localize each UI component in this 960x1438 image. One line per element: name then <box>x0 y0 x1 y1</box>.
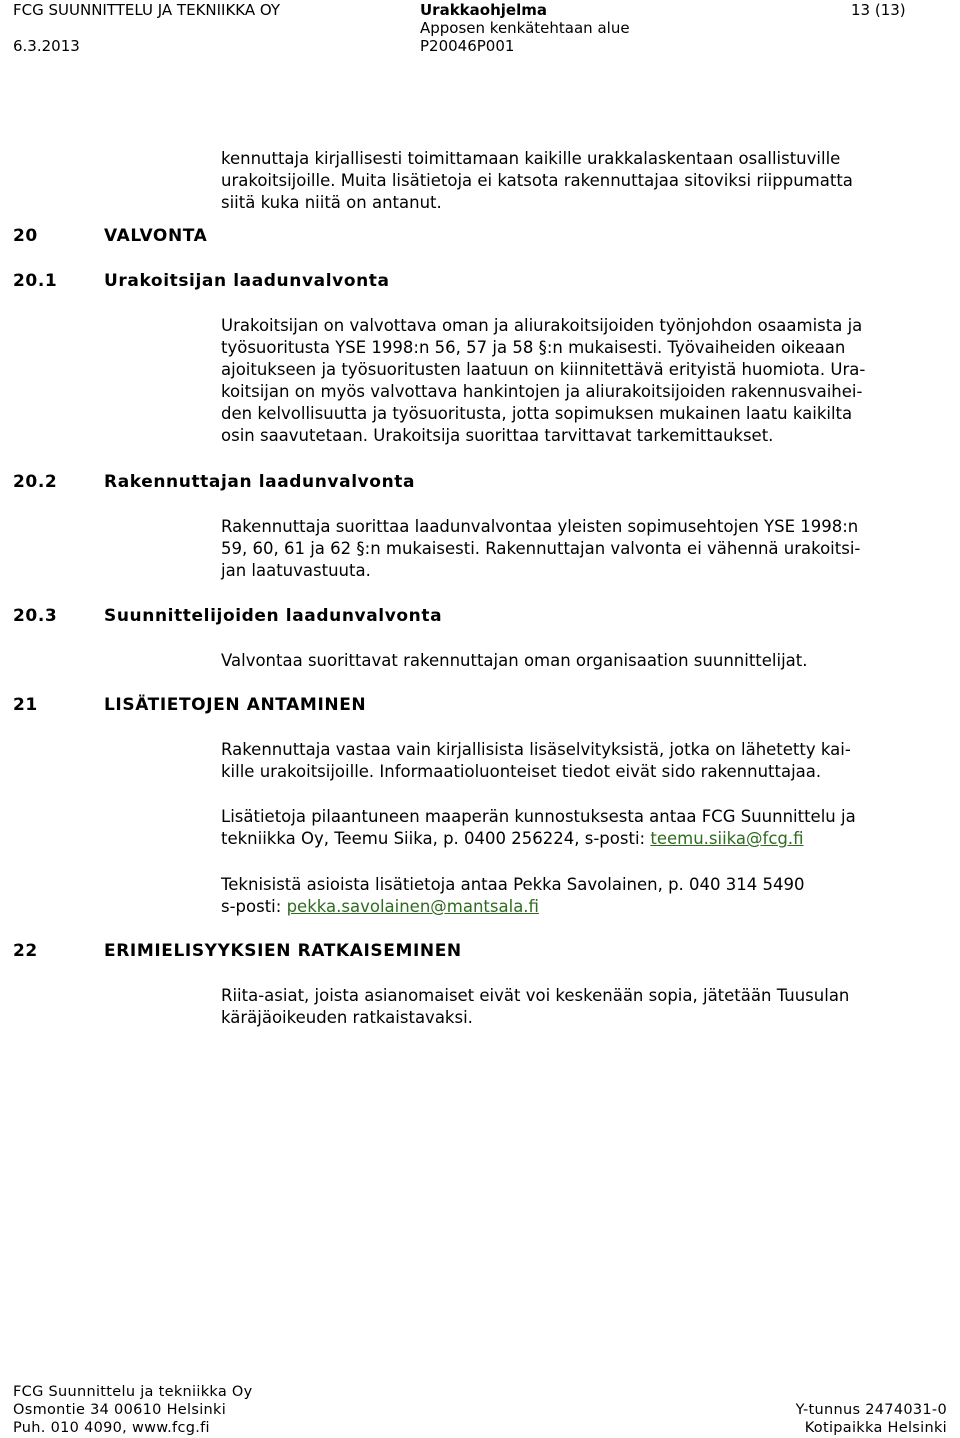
paragraph-line: Rakennuttaja suorittaa laadunvalvontaa yleisten sopimusehtojen YSE 1998:n <box>221 517 859 536</box>
section-20-3-paragraph <box>221 650 953 672</box>
footer-address: Osmontie 34 00610 Helsinki <box>13 1402 227 1418</box>
paragraph-line: Urakoitsijan on valvottava oman ja aliurakoitsijoiden työnjohdon osaamista ja <box>221 316 863 335</box>
intro-line: kennuttaja kirjallisesti toimittamaan kaikille urakkalaskentaan osallistuville <box>221 149 841 168</box>
section-title: Suunnittelijoiden laadunvalvonta <box>104 606 443 626</box>
paragraph-line: Rakennuttaja vastaa vain kirjallisista lisäselvityksistä, jotka on lähetetty kai- <box>221 740 851 759</box>
section-number: 20.2 <box>13 472 58 492</box>
paragraph-line: kille urakoitsijoille. Informaatioluonteiset tiedot eivät sido rakennuttajaa. <box>221 762 822 781</box>
section-20-1-paragraph <box>221 315 953 447</box>
footer-company: FCG Suunnittelu ja tekniikka Oy <box>13 1384 253 1400</box>
paragraph-line: ajoitukseen ja työsuoritusten laatuun on kiinnitettävä erityistä huomiota. Ura- <box>221 360 866 379</box>
contact-text: s-posti: <box>221 897 287 916</box>
header-company: FCG SUUNNITTELU JA TEKNIIKKA OY <box>13 1 281 19</box>
section-20-3-heading <box>13 606 443 626</box>
paragraph-line: käräjäoikeuden ratkaistavaksi. <box>221 1008 473 1027</box>
section-20-heading <box>13 226 208 246</box>
paragraph-line: Valvontaa suorittavat rakennuttajan oman organisaation suunnittelijat. <box>221 651 808 670</box>
section-number: 21 <box>13 695 38 715</box>
section-number: 20.1 <box>13 271 58 291</box>
section-21-paragraph-3 <box>221 874 953 918</box>
paragraph-line: osin saavutetaan. Urakoitsija suorittaa tarvittavat tarkemittaukset. <box>221 426 774 445</box>
section-22-heading <box>13 941 462 961</box>
section-21-paragraph-2 <box>221 806 953 850</box>
section-20-2-paragraph <box>221 516 953 582</box>
intro-line: siitä kuka niitä on antanut. <box>221 193 442 212</box>
header-page-number: 13 (13) <box>851 1 906 19</box>
contact-text: tekniikka Oy, Teemu Siika, p. 0400 256224, s-posti: <box>221 829 651 848</box>
paragraph-line: 59, 60, 61 ja 62 §:n mukaisesti. Rakennuttajan valvonta ei vähennä urakoitsi- <box>221 539 861 558</box>
paragraph-line: den kelvollisuutta ja työsuoritusta, jotta sopimuksen mukainen laatu kaikilta <box>221 404 853 423</box>
paragraph-line <box>221 828 953 850</box>
paragraph-line: Lisätietoja pilaantuneen maaperän kunnostuksesta antaa FCG Suunnittelu ja <box>221 807 856 826</box>
header-doc-title: Urakkaohjelma <box>420 1 547 19</box>
paragraph-line: työsuoritusta YSE 1998:n 56, 57 ja 58 §:n mukaisesti. Työvaiheiden oikeaan <box>221 338 846 357</box>
section-title: Rakennuttajan laadunvalvonta <box>104 472 416 492</box>
header-doc-code: P20046P001 <box>420 37 515 55</box>
email-link-teemu-siika[interactable]: teemu.siika@fcg.fi <box>650 829 804 848</box>
paragraph-line: jan laatuvastuuta. <box>221 561 371 580</box>
section-number: 20.3 <box>13 606 58 626</box>
section-20-1-heading <box>13 271 390 291</box>
intro-line: urakoitsijoille. Muita lisätietoja ei katsota rakennuttajaa sitoviksi riippumatta <box>221 171 853 190</box>
footer-phone-web: Puh. 010 4090, www.fcg.fi <box>13 1420 210 1436</box>
section-20-2-heading <box>13 472 416 492</box>
header-doc-subtitle: Apposen kenkätehtaan alue <box>420 19 630 37</box>
footer-business-id: Y-tunnus 2474031-0 <box>795 1402 947 1418</box>
footer-domicile: Kotipaikka Helsinki <box>804 1420 947 1436</box>
section-title: VALVONTA <box>104 226 208 246</box>
header-date: 6.3.2013 <box>13 37 80 55</box>
email-link-pekka-savolainen[interactable]: pekka.savolainen@mantsala.fi <box>286 897 539 916</box>
section-title: Urakoitsijan laadunvalvonta <box>104 271 390 291</box>
paragraph-line <box>221 896 953 918</box>
paragraph-line: Teknisistä asioista lisätietoja antaa Pekka Savolainen, p. 040 314 5490 <box>221 875 805 894</box>
intro-paragraph <box>221 148 953 214</box>
paragraph-line: Riita-asiat, joista asianomaiset eivät voi keskenään sopia, jätetään Tuusulan <box>221 986 850 1005</box>
section-number: 20 <box>13 226 38 246</box>
section-22-paragraph <box>221 985 953 1029</box>
section-number: 22 <box>13 941 38 961</box>
section-title: LISÄTIETOJEN ANTAMINEN <box>104 695 367 715</box>
paragraph-line: koitsijan on myös valvottava hankintojen ja aliurakoitsijoiden rakennusvaihei- <box>221 382 863 401</box>
section-21-heading <box>13 695 367 715</box>
section-title: ERIMIELISYYKSIEN RATKAISEMINEN <box>104 941 462 961</box>
section-21-paragraph-1 <box>221 739 953 783</box>
